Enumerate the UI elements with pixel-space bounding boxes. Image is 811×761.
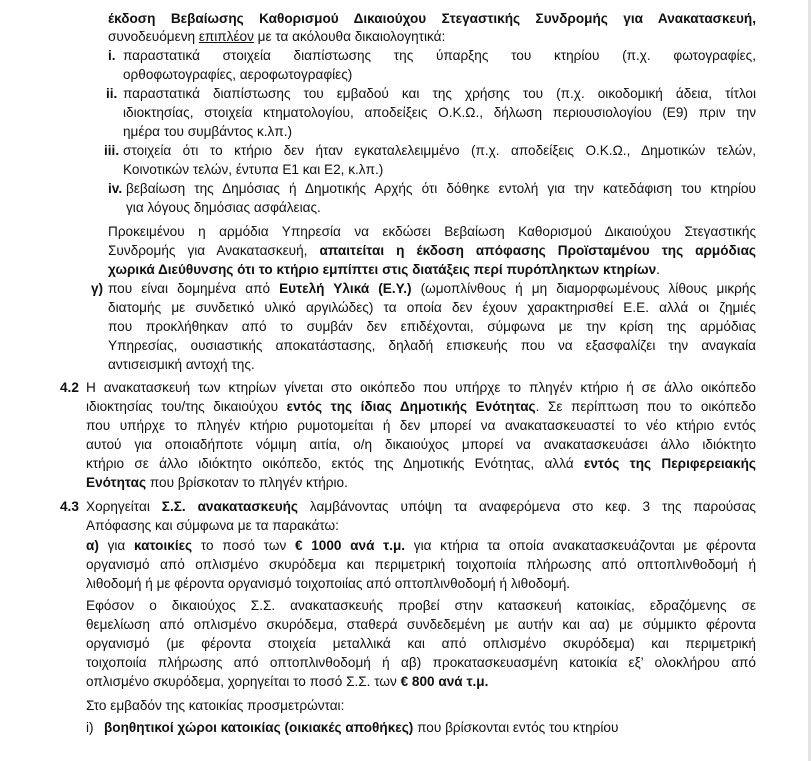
item-text: ημέρα του συμβάντος κ.λπ.) <box>123 124 293 139</box>
paragraph-line: διατομής με συνδετικό υλικό αργιλώδες) τα οποία δεν έχουν χαρακτηρισθεί Ε.Ε. αλλά οι ζημιές <box>108 300 756 315</box>
paragraph-line: που υπήρχε το πληγέν κτήριο ρυμοτομείται ή δεν μπορεί να ανακατασκευαστεί το νέο κτήριο εντός <box>86 418 756 433</box>
text-run: λαμβάνοντας υπόψη τα αναφερόμενα στο κεφ. 3 της παρούσας <box>297 499 756 514</box>
text-run: που βρίσκονται εντός του κτηρίου <box>413 720 619 735</box>
item-text: ορθοφωτογραφίες, αεροφωτογραφίες) <box>123 67 353 82</box>
paragraph-line <box>108 280 756 298</box>
paragraph-line <box>108 242 756 260</box>
bold-run: απαιτείται η έκδοση απόφασης Προϊσταμένου της αρμόδιας <box>319 243 756 258</box>
intro-underlined: επιπλέον <box>198 29 254 44</box>
text-run: . Σε περίπτωση που το οικόπεδο <box>535 399 756 414</box>
item-number: ii. <box>106 86 118 101</box>
text-run: για <box>107 538 134 553</box>
item-number: iii. <box>104 143 120 158</box>
item-text: στοιχεία ότι το κτήριο δεν ήταν εγκαταλελειμμένο (π.χ. αποδείξεις Ο.Κ.Ω., Δημοτικών τελών, <box>123 143 756 158</box>
paragraph-line: Εφόσον ο δικαιούχος Σ.Σ. ανακατασκευής προβεί στην κατασκευή κατοικίας, εδραζόμενης σε <box>86 598 756 613</box>
item-number: iv. <box>108 181 123 196</box>
paragraph-line <box>86 455 756 473</box>
text-run: για κτήρια τα οποία ανακατασκευάζονται με φέροντα <box>405 538 757 553</box>
paragraph-line: Προκειμένου η αρμόδια Υπηρεσία να εκδώσει Βεβαίωση Καθορισμού Δικαιούχου Στεγαστικής <box>108 224 756 239</box>
paragraph-line: αντισεισμική αντοχή της. <box>108 357 255 372</box>
paragraph-line <box>108 261 660 279</box>
paragraph-line: Η ανακατασκευή των κτηρίων γίνεται στο οικόπεδο που υπήρχε το πληγέν κτήριο ή σε άλλο οικόπεδο <box>86 380 756 395</box>
paragraph-line: θεμελίωση από οπλισμένο σκυρόδεμα, σταθερά συνδεδεμένη με αυτήν και αα) με σύμμικτο φέροντα <box>86 617 756 632</box>
text-run: το ποσό των <box>192 538 295 553</box>
bold-run: α) <box>86 538 108 553</box>
paragraph-line: αυτού για οποιαδήποτε νόμιμη αιτία, ο/η δικαιούχος μπορεί να ανακατασκευάσει άλλο ιδιόκτητο <box>86 437 756 452</box>
intro-text: με τα ακόλουθα δικαιολογητικά: <box>253 29 446 44</box>
paragraph-line <box>86 537 756 555</box>
paragraph-line <box>86 498 756 516</box>
text-run: (ωμοπλίνθους ή μη διαμορφωμένους λίθους μικρής <box>411 281 756 296</box>
paragraph-line: έκδοση Βεβαίωσης Καθορισμού Δικαιούχου Στεγαστικής Συνδρομής για Ανακατασκευή, <box>108 11 756 26</box>
bold-run: κατοικίες <box>133 538 193 553</box>
item-text: παραστατικά στοιχεία διαπίστωσης της ύπαρξης του κτηρίου (π.χ. φωτογραφίες, <box>123 48 756 63</box>
paragraph-line <box>86 474 348 492</box>
paragraph-line: τοιχοποιία πλήρωσης από οπτοπλινθοδομή ή αβ) προκατασκευασμένη κατοικία εξ’ ολοκλήρου από <box>86 655 756 670</box>
bold-run: € 1000 ανά τ.μ. <box>294 538 406 553</box>
text-run: κτήριο σε άλλο ιδιόκτητο οικόπεδο, εκτός της Δημοτικής Ενότητας, αλλά <box>86 456 584 471</box>
bold-run: Ενότητας <box>86 475 147 490</box>
item-text: παραστατικά διαπίστωσης του εμβαδού και της χρήσης του (π.χ. οικοδομική άδεια, τίτλοι <box>123 86 756 101</box>
paragraph-line: Απόφασης και σύμφωνα με τα παρακάτω: <box>86 518 339 533</box>
paragraph-line: Στο εμβαδόν της κατοικίας προσμετρώνται: <box>86 698 345 713</box>
text-run: που βρίσκοταν το πληγέν κτήριο. <box>146 475 348 490</box>
section-number: 4.2 <box>60 380 79 395</box>
bold-run: εντός της ίδιας Δημοτικής Ενότητας <box>286 399 536 414</box>
bold-run: βοηθητικοί χώροι κατοικίας (οικιακές αποθήκες) <box>104 720 414 735</box>
text-run: που είναι δομημένα από <box>108 281 280 296</box>
bold-run: Σ.Σ. ανακατασκευής <box>161 499 298 514</box>
item-text: για λόγους δημόσιας ασφάλειας. <box>126 200 321 215</box>
bold-run: Ευτελή Υλικά (Ε.Υ.) <box>279 281 412 296</box>
paragraph-line: οργανισμό (με φέροντα στοιχεία μεταλλικά και από οπλισμένο σκυρόδεμα) και περιμετρική <box>86 636 756 651</box>
item-number: i. <box>108 48 116 63</box>
paragraph-line: που προκλήθηκαν από το συμβάν δεν επιδέχονται, σύμφωνα με την κρίση της αρμόδιας <box>108 319 756 334</box>
bold-run: εντός της Περιφερειακής <box>583 456 756 471</box>
item-text: βεβαίωση της Δημόσιας ή Δημοτικής Αρχής ότι δόθηκε εντολή για την κατεδάφιση του κτηρίου <box>126 181 756 196</box>
paragraph-line: Υπηρεσίας, ουσιαστικής αποκατάστασης, δηλαδή επισκευής που να εξασφαλίζει την αναγκαία <box>108 338 756 353</box>
paragraph-line <box>86 398 756 416</box>
section-number: 4.3 <box>60 499 79 514</box>
paragraph-line: οργανισμό από οπλισμένο σκυρόδεμα και περιμετρική τοιχοποιία πλήρωσης από οπτοπλινθοδομή ή <box>86 557 756 572</box>
paragraph-line: λιθοδομή ή με φέροντα οργανισμό τοιχοποιίας από οπτοπλινθοδομή ή λιθοδομή. <box>86 576 571 591</box>
text-run: Συνδρομής για Ανακατασκευή, <box>108 243 320 258</box>
item-label: γ) <box>91 281 104 296</box>
item-text: ιδιοκτησίας, στοιχεία κτηματολογίου, αποδείξεις Ο.Κ.Ω., δήλωση περιουσιολογίου (Ε9) πριν την <box>123 105 756 120</box>
intro-text: συνοδευόμενη <box>108 29 199 44</box>
text-run: ιδιοκτησίας του/της δικαιούχου <box>86 399 287 414</box>
item-text: Κοινοτικών τελών, έντυπα Ε1 και Ε2, κ.λπ.) <box>123 162 384 177</box>
paragraph-line <box>86 673 488 691</box>
bold-run: € 800 ανά τ.μ. <box>400 674 489 689</box>
paragraph-line <box>104 719 618 737</box>
text-run: . <box>656 262 660 277</box>
text-run: οπλισμένο σκυρόδεμα, χορηγείται το ποσό Σ.Σ. των <box>86 674 401 689</box>
text-run: Χορηγείται <box>86 499 162 514</box>
bold-run: χωρικά Διεύθυνσης ότι το κτήριο εμπίπτει στις διατάξεις περί πυρόπληκτων κτηρίων <box>108 262 657 277</box>
intro-line <box>108 28 445 46</box>
item-number: i) <box>86 720 94 735</box>
